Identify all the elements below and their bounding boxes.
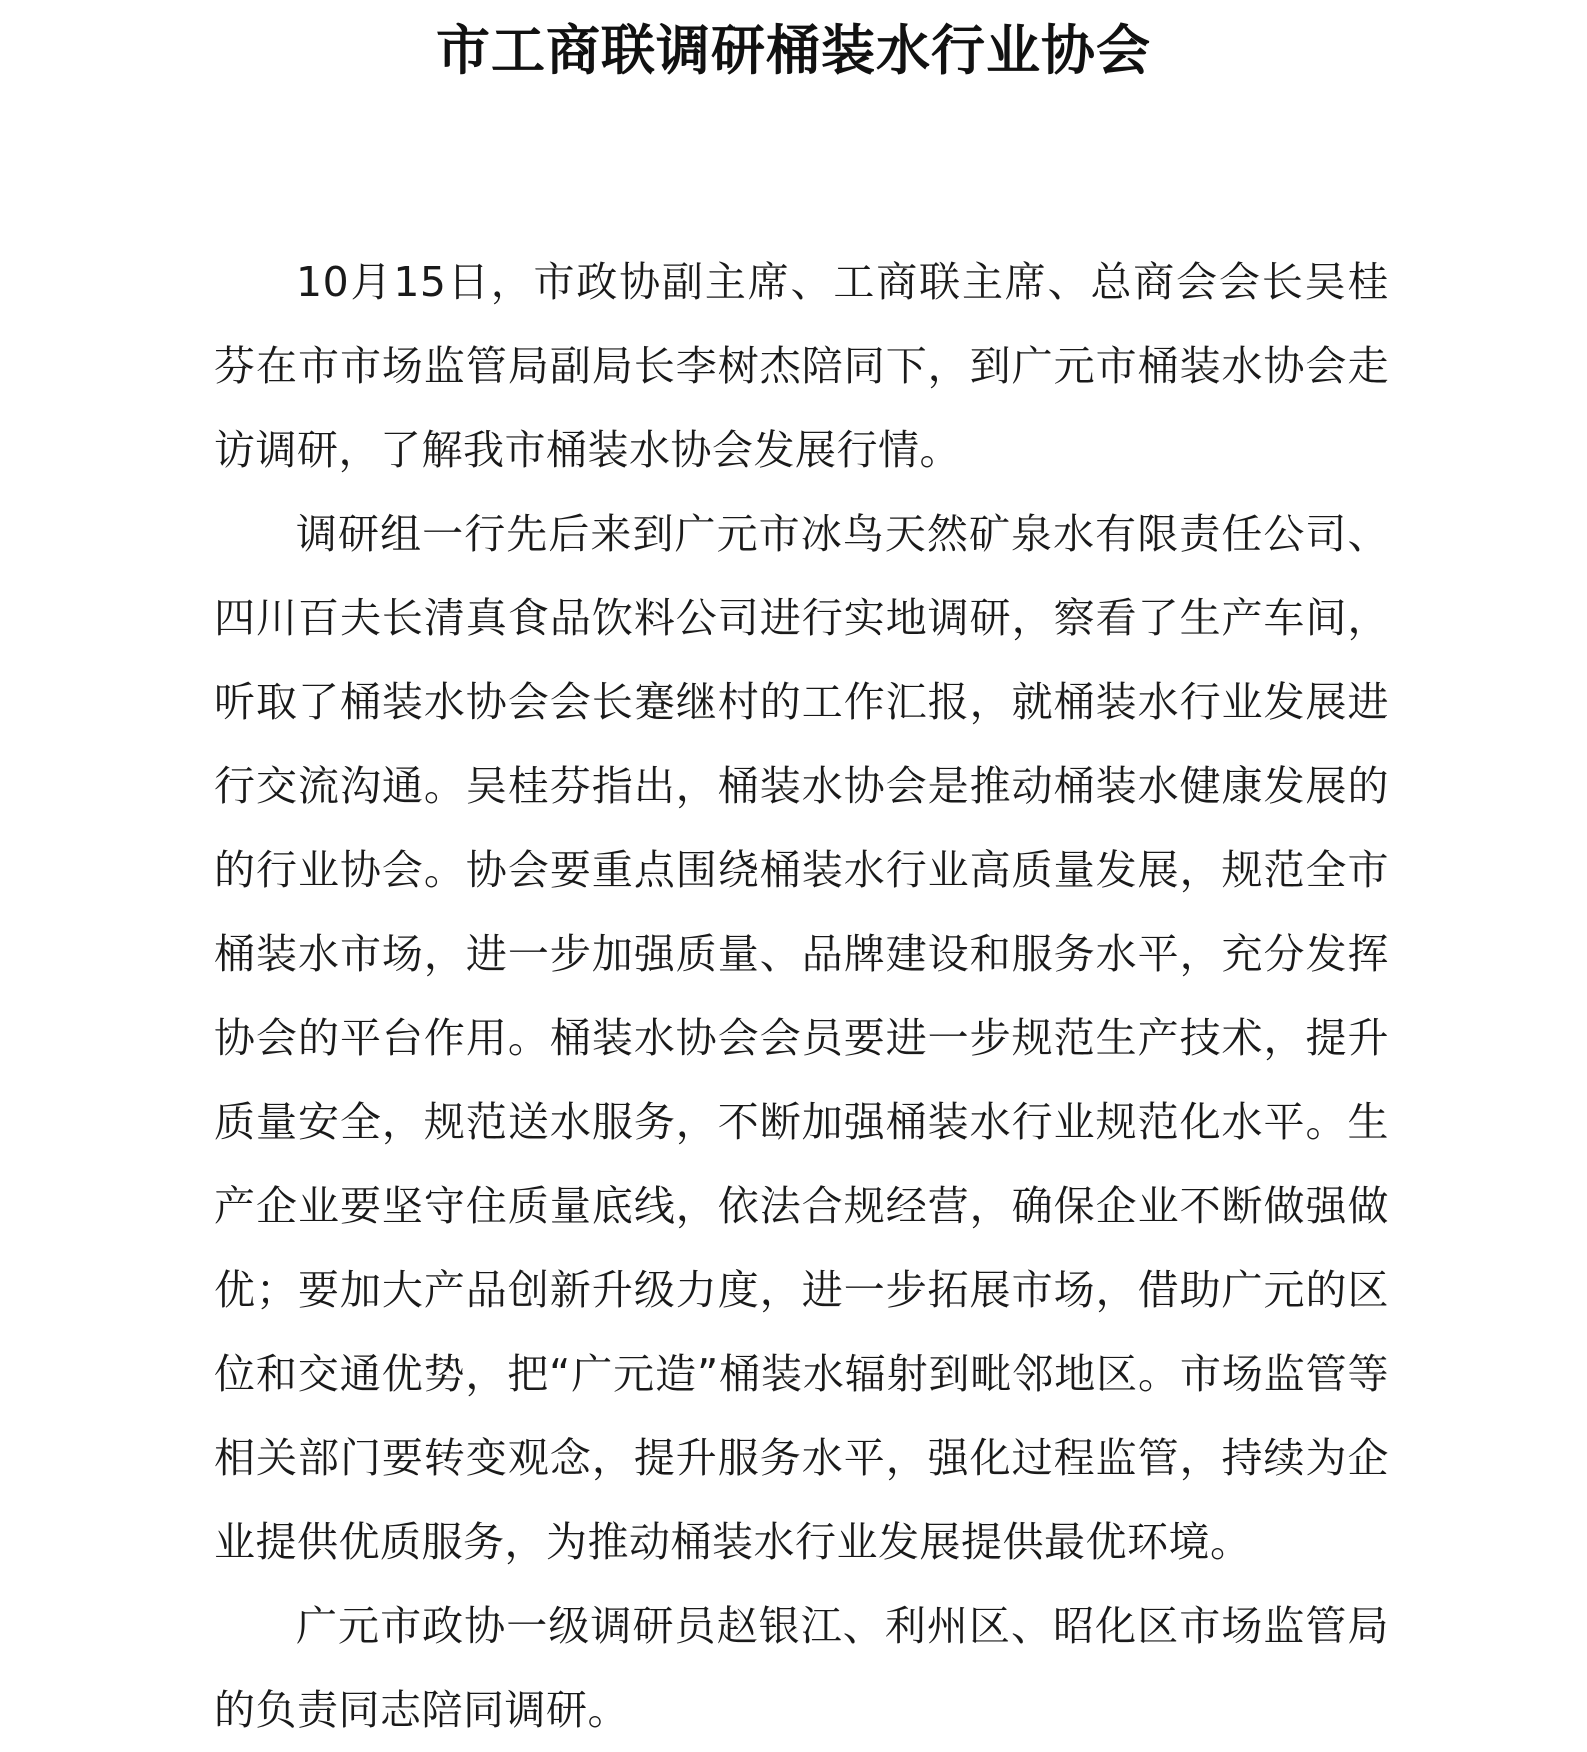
paragraph-visit-intro: 10月15日，市政协副主席、工商联主席、总商会会长吴桂芬在市市场监管局副局长李树杰陪同下，到广元市桶装水协会走访调研，了解我市桶装水协会发展行情。 bbox=[214, 258, 1389, 474]
paragraph-research-details: 调研组一行先后来到广元市冰鸟天然矿泉水有限责任公司、四川百夫长清真食品饮料公司进行实地调研，察看了生产车间，听取了桶装水协会会长蹇继村的工作汇报，就桶装水行业发展进行交流沟通。吴桂芬指出，桶装水协会是推动桶装水健康发展的的行业协会。协会要重点围绕桶装水行业高质量发展，规范全市桶装水市场，进一步加强质量、品牌建设和服务水平，充分发挥协会的平台作用。桶装水协会会员要进一步规范生产技术，提升质量安全，规范送水服务，不断加强桶装水行业规范化水平。生产企业要坚守住质量底线，依法合规经营，确保企业不断做强做优；要加大产品创新升级力度，进一步拓展市场，借助广元的区位和交通优势，把“广元造”桶装水辐射到毗邻地区。市场监管等相关部门要转变观念，提升服务水平，强化过程监管，持续为企业提供优质服务，为推动桶装水行业发展提供最优环境。 bbox=[214, 510, 1389, 1566]
document-title: 市工商联调研桶装水行业协会 bbox=[436, 18, 1151, 82]
document-body bbox=[214, 240, 1389, 1752]
paragraph-accompanying-officials: 广元市政协一级调研员赵银江、利州区、昭化区市场监管局的负责同志陪同调研。 bbox=[214, 1602, 1389, 1734]
